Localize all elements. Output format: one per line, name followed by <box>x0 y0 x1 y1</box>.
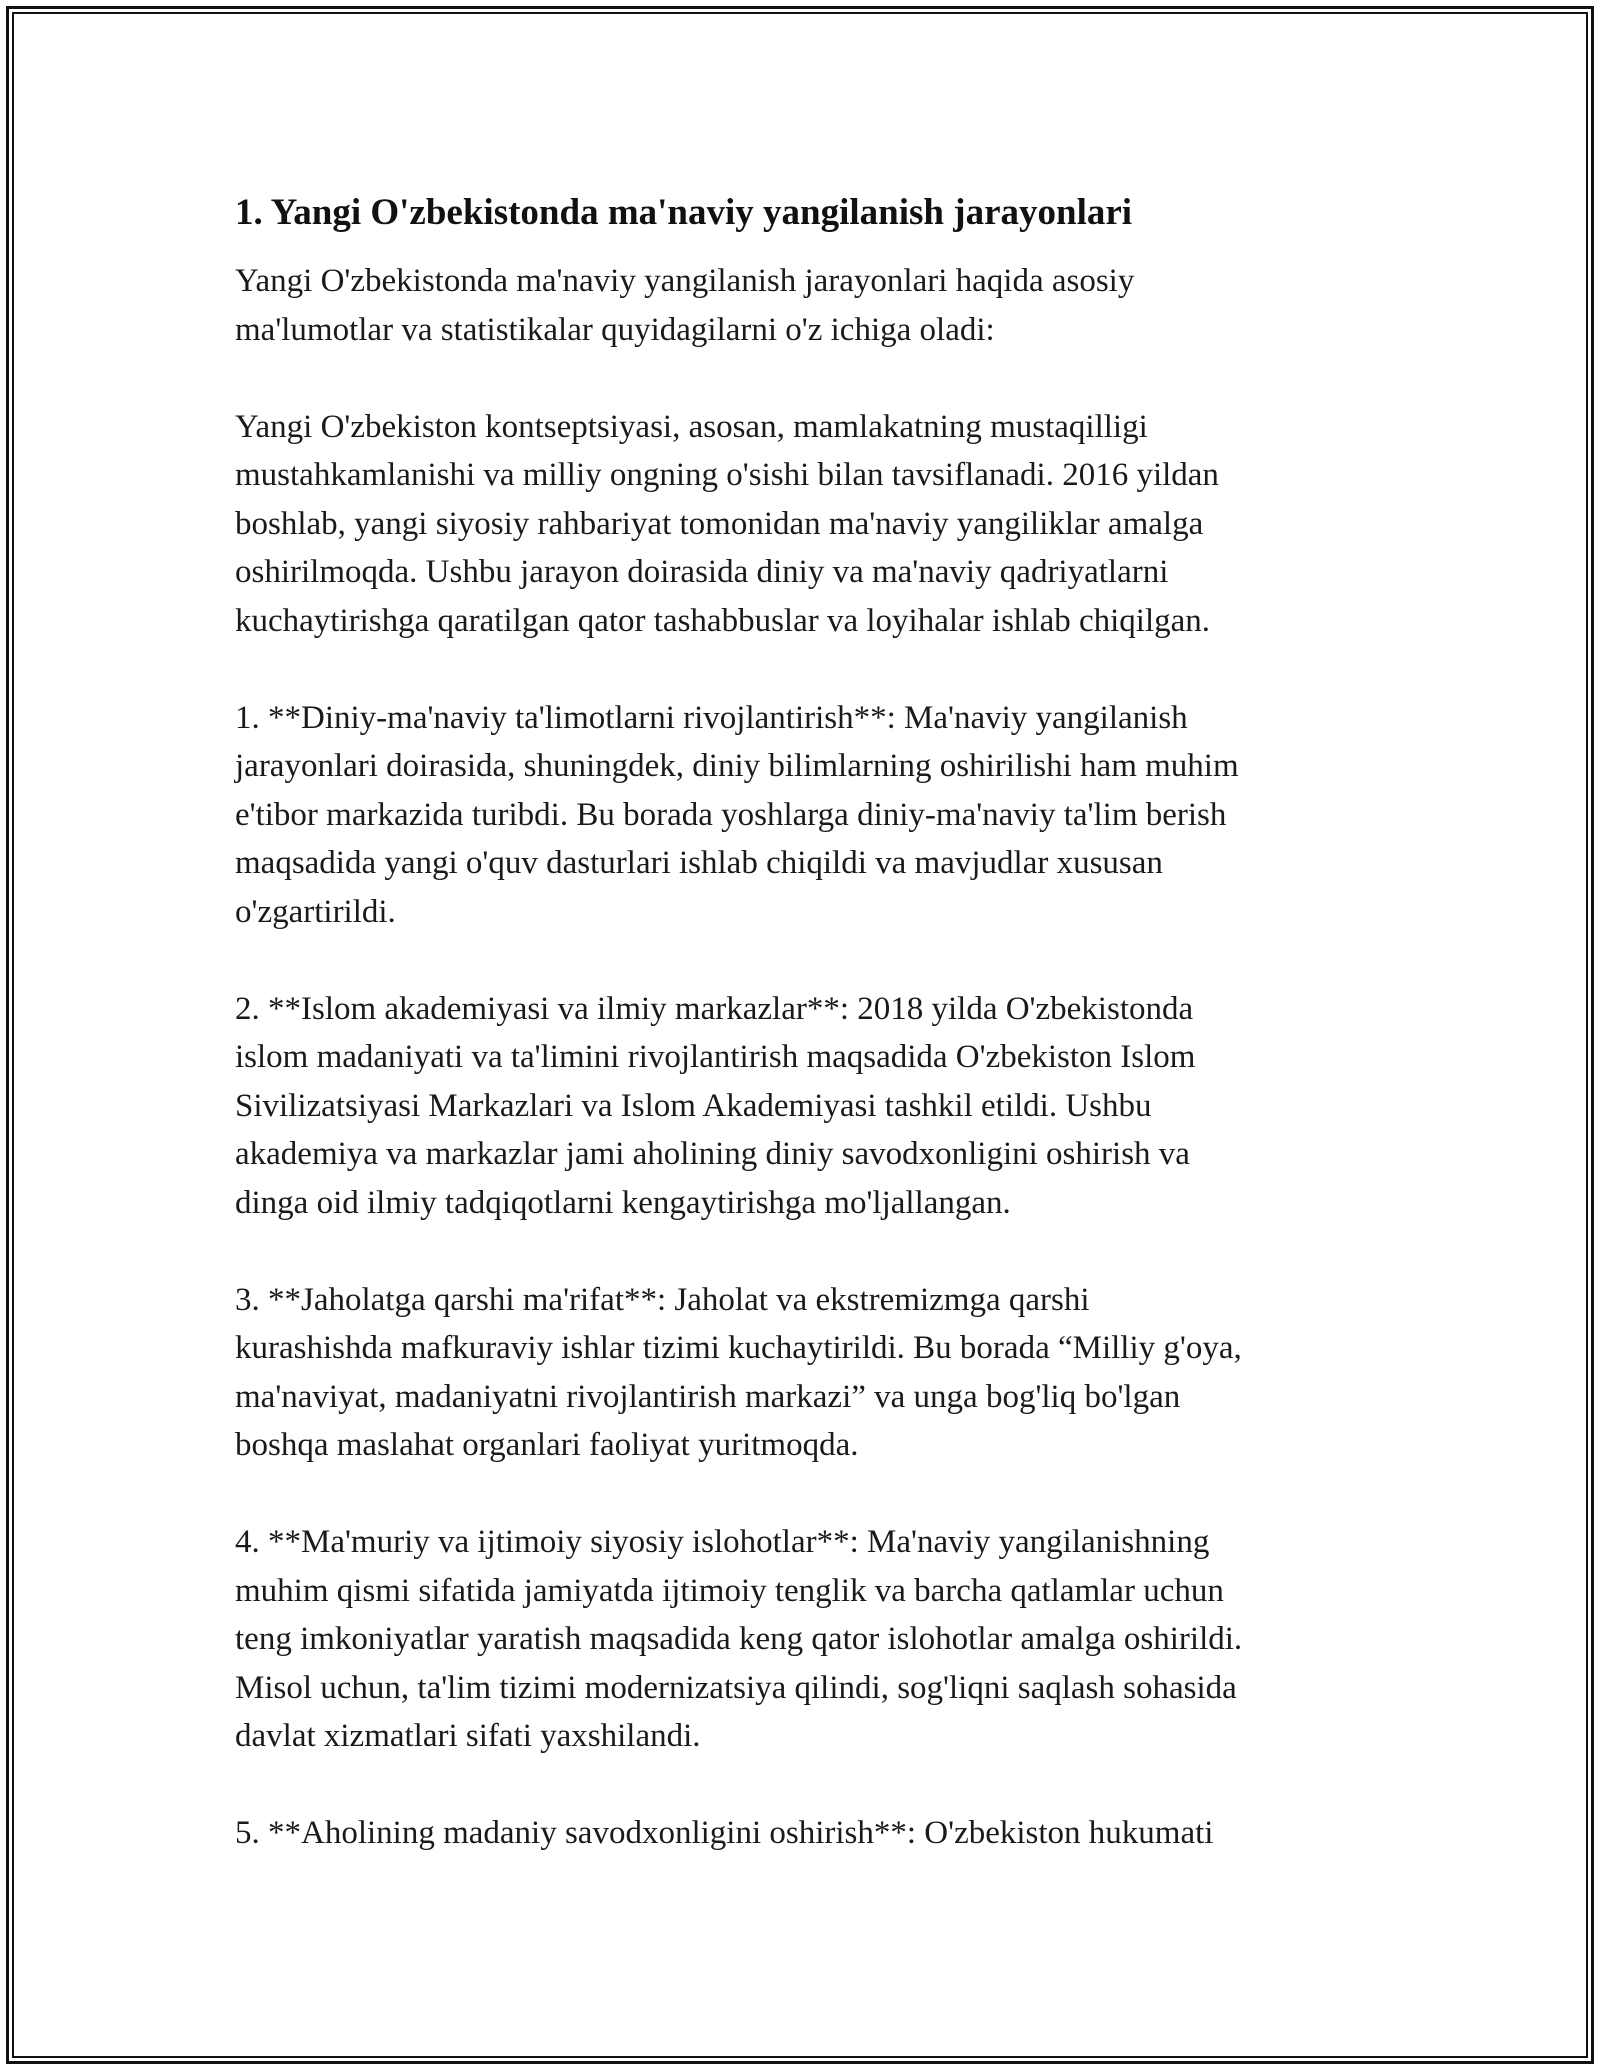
list-item-5-paragraph <box>235 1809 1365 1858</box>
text-line: jarayonlari doirasida, shuningdek, diniy bilimlarning oshirilishi ham muhim <box>235 748 1239 784</box>
document-title: 1. Yangi O'zbekistonda ma'naviy yangilanish jarayonlari <box>235 192 1133 233</box>
text-line: kurashishda mafkuraviy ishlar tizimi kuchaytirildi. Bu borada “Milliy g'oya, <box>235 1330 1242 1366</box>
text-line: e'tibor markazida turibdi. Bu borada yoshlarga diniy-ma'naviy ta'lim berish <box>235 796 1227 833</box>
text-line: 1. **Diniy-ma'naviy ta'limotlarni rivojlantirish**: Ma'naviy yangilanish <box>235 699 1188 736</box>
text-line: boshlab, yangi siyosiy rahbariyat tomonidan ma'naviy yangiliklar amalga <box>235 505 1204 542</box>
text-line: ma'naviyat, madaniyatni rivojlantirish markazi” va unga bog'liq bo'lgan <box>235 1378 1181 1415</box>
list-item-2-paragraph <box>235 985 1365 1228</box>
text-line: ma'lumotlar va statistikalar quyidagilarni o'z ichiga oladi: <box>235 311 995 348</box>
text-line: 2. **Islom akademiyasi va ilmiy markazlar**: 2018 yilda O'zbekistonda <box>235 990 1194 1027</box>
text-line: Misol uchun, ta'lim tizimi modernizatsiya qilindi, sog'liqni saqlash sohasida <box>235 1669 1237 1706</box>
text-line: 3. **Jaholatga qarshi ma'rifat**: Jaholat va ekstremizmga qarshi <box>235 1281 1090 1318</box>
list-item-3-paragraph <box>235 1276 1365 1470</box>
text-line: Yangi O'zbekistonda ma'naviy yangilanish jarayonlari haqida asosiy <box>235 263 1135 299</box>
text-line: maqsadida yangi o'quv dasturlari ishlab chiqildi va mavjudlar xususan <box>235 845 1163 881</box>
concept-paragraph <box>235 403 1365 646</box>
text-line: kuchaytirishga qaratilgan qator tashabbuslar va loyihalar ishlab chiqilgan. <box>235 602 1211 639</box>
text-line: Yangi O'zbekiston kontseptsiyasi, asosan, mamlakatning mustaqilligi <box>235 408 1148 445</box>
text-line: islom madaniyati va ta'limini rivojlantirish maqsadida O'zbekiston Islom <box>235 1039 1196 1075</box>
intro-paragraph <box>235 257 1365 354</box>
text-line: davlat xizmatlari sifati yaxshilandi. <box>235 1718 701 1754</box>
text-line: teng imkoniyatlar yaratish maqsadida keng qator islohotlar amalga oshirildi. <box>235 1621 1243 1657</box>
list-item-4-paragraph <box>235 1518 1365 1761</box>
text-line: akademiya va markazlar jami aholining diniy savodxonligini oshirish va <box>235 1136 1190 1172</box>
list-item-1-paragraph <box>235 694 1365 937</box>
document-body <box>235 187 1365 1906</box>
text-line: 5. **Aholining madaniy savodxonligini oshirish**: O'zbekiston hukumati <box>235 1815 1214 1851</box>
text-line: oshirilmoqda. Ushbu jarayon doirasida diniy va ma'naviy qadriyatlarni <box>235 554 1169 590</box>
text-line: Sivilizatsiyasi Markazlari va Islom Akademiyasi tashkil etildi. Ushbu <box>235 1087 1152 1124</box>
text-line: dinga oid ilmiy tadqiqotlarni kengaytirishga mo'ljallangan. <box>235 1184 1011 1221</box>
text-line: muhim qismi sifatida jamiyatda ijtimoiy tenglik va barcha qatlamlar uchun <box>235 1572 1224 1609</box>
text-line: 4. **Ma'muriy va ijtimoiy siyosiy islohotlar**: Ma'naviy yangilanishning <box>235 1524 1210 1560</box>
text-line: o'zgartirildi. <box>235 893 396 930</box>
text-line: boshqa maslahat organlari faoliyat yuritmoqda. <box>235 1427 859 1463</box>
text-line: mustahkamlanishi va milliy ongning o'sishi bilan tavsiflanadi. 2016 yildan <box>235 457 1219 493</box>
